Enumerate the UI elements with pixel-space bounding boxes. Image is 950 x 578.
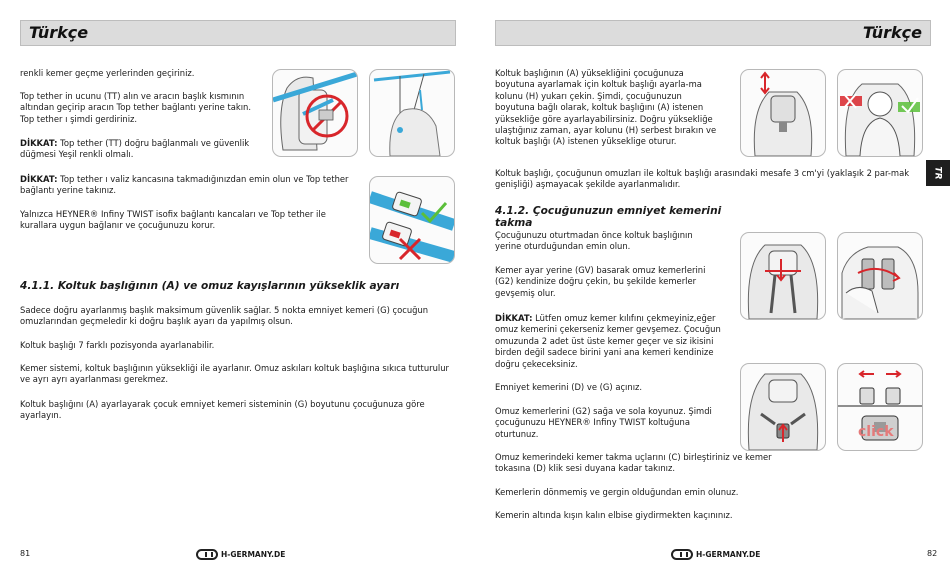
left-para-1: renkli kemer geçme yerlerinden geçiriniz. [20,68,195,78]
headrest-height-check-figure [837,69,923,157]
right-para-4: Kemer ayar yerine (GV) basarak omuz kemerlerini (G2) kendinize doğru çekin, bu şekilde kemerler gevşemiş olur. [495,265,706,298]
left-para-7: Koltuk başlığı 7 farklı pozisyonda ayarlanabilir. [20,340,215,350]
belt-pull-figure [837,232,923,320]
buckle-open-figure [740,363,826,451]
brand-logo-left [196,549,285,560]
top-tether-seat-figure [272,69,358,157]
warning-label: DİKKAT: [20,174,58,184]
right-para-5 [495,313,723,370]
right-header [495,20,931,46]
left-para-8: Kemer sistemi, koltuk başlığının yüksekliği ile ayarlanır. Omuz askıları koltuk başlığına sıkıca tutturulur ve ayrı ayrı ayarlanması gerekmez. [20,363,449,385]
right-header-title: Türkçe [862,23,922,42]
warning-label: DİKKAT: [20,138,58,148]
right-page [475,0,950,578]
buckle-click-figure [837,363,923,451]
harness-loosen-figure [740,232,826,320]
heyner-logo-icon [671,549,693,560]
right-para-10: Kemerin altında kışın kalın elbise giydirmekten kaçınınız. [495,510,733,520]
page-number-right: 82 [927,549,938,558]
right-para-1: Koltuk başlığının (A) yüksekliğini çocuğunuza boyutuna ayarlamak için koltuk başlığı ayarla-ma kolunu (H) yukarı çekin. Şimdi, çocuğunuzun boyutuna bağlı olarak, koltuk başlığını (A) istenen yüksekliğe göre ayarlayabilirsiniz. Doğru yüksekliğe ulaştığınız zaman, ayar kolunu (H) serbest bırakın ve koltuk başlığı (A) istenen yükseklige oturur. [495,68,717,147]
right-para-5-text: Lütfen omuz kemer kılıfını çekmeyiniz,eğer omuz kemerini çekerseniz kemer gevşemez. Çocuğun omuzunda 2 adet üst üste kemer geçer ve siz ikisini birden değil sadece birini yani ana kemeri kendinize doğru çekeceksiniz. [495,313,721,369]
left-para-5: Yalnızca HEYNER® Infiny TWIST isofix bağlantı kancaları ve Top tether ile kurallara uygun bağlanır ve çocuğunuzu korur. [20,209,326,231]
right-para-2: Koltuk başlığı, çocuğunun omuzları ile koltuk başlığı arasındaki mesafe 3 cm'yi (yaklaşık 2 par-mak genişliği) aşmayacak şekilde ayarlanmalıdır. [495,168,910,190]
right-para-3: Çocuğunuzu oturtmadan önce koltuk başlığının yerine oturduğundan emin olun. [495,230,693,252]
headrest-adjust-figure [740,69,826,157]
left-para-6: Sadece doğru ayarlanmış başlık maksimum güvenlik sağlar. 5 nokta emniyet kemeri (G) çocuğun omuzlarından geçmeledir ki doğru başlık ayarı da yapılmış olsun. [20,305,429,327]
right-para-9: Kemerlerin dönmemiş ve gergin olduğundan emin olunuz. [495,487,739,497]
language-tab-label: TR [932,166,943,180]
heyner-logo-icon [196,549,218,560]
right-para-7: Omuz kemerlerini (G2) sağa ve sola koyunuz. Şimdi çocuğunuzu HEYNER® Infiny TWIST koltuğuna oturtunuz. [495,406,712,439]
warning-label: DİKKAT: [495,313,533,323]
tether-indicator-figure [369,176,455,264]
brand-logo-right [671,549,760,560]
left-para-4-text: Top tether ı valiz kancasına takmadığınızdan emin olun ve Top tether bağlantı yerine takınız. [20,174,349,196]
top-tether-car-figure [369,69,455,157]
left-para-3-text: Top tether (TT) doğru bağlanmalı ve güvenlik düğmesi Yeşil renkli olmalı. [20,138,250,160]
left-para-2: Top tether in ucunu (TT) alın ve aracın başlık kısmının altından geçirip aracın Top tether bağlantı yerine takın. Top tether ı şimdi gerdiriniz. [20,91,252,124]
left-para-4 [20,174,350,197]
left-header [20,20,456,46]
left-para-3 [20,138,268,161]
right-para-8: Omuz kemerindeki kemer takma uçlarını (C) birleştiriniz ve kemer tokasına (D) klik sesi duyana kadar takınız. [495,452,772,474]
brand-logo-text: H-GERMANY.DE [696,550,761,559]
right-section-heading: 4.1.2. Çocuğunuzun emniyet kemerini takma [495,205,722,229]
left-para-9: Koltuk başlığını (A) ayarlayarak çocuk emniyet kemeri sisteminin (G) boyutunu çocuğunuza göre ayarlayın. [20,399,425,421]
left-header-title: Türkçe [29,23,89,42]
right-para-6: Emniyet kemerini (D) ve (G) açınız. [495,382,643,392]
left-section-heading: 4.1.1. Koltuk başlığının (A) ve omuz kayışlarının yükseklik ayarı [20,280,400,292]
brand-logo-text: H-GERMANY.DE [221,550,286,559]
click-label: click [858,424,894,440]
language-tab [926,160,950,186]
page-number-left: 81 [20,549,31,558]
